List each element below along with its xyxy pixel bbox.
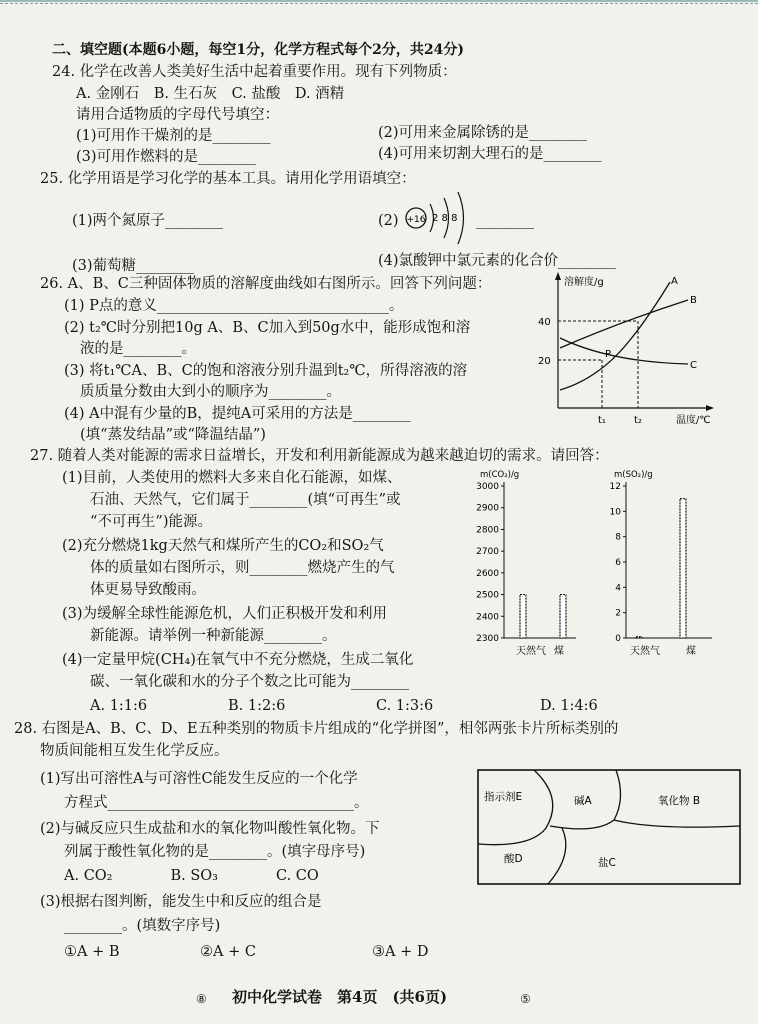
co2-bar-0 (520, 595, 526, 638)
q25-part2-label: (2) (378, 213, 399, 229)
q26-part2-line1: (2) t₂℃时分别把10g A、B、C加入到50g水中，能形成饱和溶 (64, 320, 471, 336)
q27-option-c: C. 1:3:6 (376, 698, 434, 714)
footer-mark-left: ⑧ (196, 992, 207, 1006)
co2-category-gas: 天然气 (516, 646, 546, 657)
curve-b-label: B (690, 295, 697, 306)
so2-category-coal: 煤 (686, 646, 696, 657)
so2-tick-label: 6 (615, 558, 621, 568)
q28-part2-line1: (2)与碱反应只生成盐和水的氧化物叫酸性氧化物。下 (40, 821, 380, 837)
so2-tick-label: 8 (615, 532, 621, 543)
curve-a (560, 282, 670, 390)
q25-part3: (3)葡萄糖________ (72, 258, 195, 274)
sulfur-atom-structure-diagram (402, 188, 474, 250)
section-title: 二、填空题(本题6小题，每空1分，化学方程式每个2分，共24分) (52, 42, 464, 58)
q28-part3-line1: (3)根据右图判断，能发生中和反应的组合是 (40, 894, 322, 910)
q27-part2-line1: (2)充分燃烧1kg天然气和煤所产生的CO₂和SO₂气 (62, 538, 384, 554)
q28-part1-line2: 方程式__________________________________。 (64, 795, 369, 811)
chemistry-puzzle-diagram (476, 768, 744, 888)
curve-c-label: C (690, 360, 697, 371)
y-tick-40: 40 (538, 317, 551, 328)
q28-part3-option1: ①A + B (64, 944, 120, 960)
so2-bar-0 (636, 637, 642, 638)
q27-part4-line2: 碳、一氧化碳和水的分子个数之比可能为________ (90, 674, 409, 690)
x-tick-t2: t₂ (634, 415, 642, 426)
q27-option-b: B. 1:2:6 (228, 698, 286, 714)
co2-bar-1 (560, 595, 566, 638)
co2-bars (520, 595, 566, 638)
co2-y-label: m(CO₂)/g (480, 470, 520, 480)
so2-y-label: m(SO₂)/g (614, 470, 653, 480)
q24-part2: (2)可用来金属除锈的是________ (378, 125, 588, 141)
nucleus-charge: +16 (406, 215, 426, 225)
puzzle-edge-b (614, 820, 740, 827)
q28-part3-option2: ②A + C (200, 944, 256, 960)
q26-part1: (1) P点的意义________________________________。 (64, 298, 404, 314)
q27-option-d: D. 1:4:6 (540, 698, 598, 714)
q26-stem: 26. A、B、C三种固体物质的溶解度曲线如右图所示。回答下列问题： (40, 276, 492, 292)
q24-stem: 24. 化学在改善人类美好生活中起着重要作用。现有下列物质： (52, 64, 457, 80)
co2-tick-label: 2400 (476, 612, 499, 623)
y-axis-arrow (555, 272, 561, 280)
q27-stem: 27. 随着人类对能源的需求日益增长，开发和利用新能源成为越来越迫切的需求。请回答： (30, 448, 609, 464)
so2-tick-label: 2 (615, 608, 621, 619)
q26-part3-line2: 质质量分数由大到小的顺序为________。 (80, 384, 341, 400)
q26-part3-line1: (3) 将t₁℃A、B、C的饱和溶液分别升温到t₂℃，所得溶液的溶 (64, 363, 468, 379)
so2-tick-label: 0 (615, 634, 621, 644)
q27-part1-line1: (1)目前，人类使用的燃料大多来自化石能源，如煤、 (62, 470, 402, 486)
q28-stem-line2: 物质间能相互发生化学反应。 (40, 743, 229, 759)
q27-part2-line2: 体的质量如右图所示，则________燃烧产生的气 (90, 560, 395, 576)
so2-bar-1 (680, 499, 686, 638)
q28-stem-line1: 28. 右图是A、B、C、D、E五种类别的物质卡片组成的“化学拼图”，相邻两张卡片所标类别的 (14, 721, 619, 737)
so2-tick-label: 10 (609, 507, 621, 518)
q27-part1-line2: 石油、天然气，它们属于________(填“可再生”或 (90, 492, 401, 508)
footer-page-text: 初中化学试卷 第4页 (共6页) (232, 988, 448, 1006)
card-e-indicator: 指示剂E (484, 791, 523, 803)
card-b-oxide: 氧化物 B (658, 795, 701, 807)
puzzle-edge-d (548, 828, 566, 884)
co2-tick-label: 2700 (476, 547, 499, 558)
q24-part3: (3)可用作燃料的是________ (76, 149, 257, 165)
q25-stem: 25. 化学用语是学习化学的基本工具。请用化学用语填空： (40, 171, 416, 187)
q26-part4-line1: (4) A中混有少量的B，提纯A可采用的方法是________ (64, 406, 411, 422)
q28-part2-line2: 列属于酸性氧化物的是________。(填字母序号) (64, 844, 366, 860)
card-c-salt: 盐C (598, 857, 616, 869)
so2-y-ticks (610, 482, 626, 644)
co2-tick-label: 2600 (476, 568, 499, 579)
q28-part1-line1: (1)写出可溶性A与可溶性C能发生反应的一个化学 (40, 771, 358, 787)
q27-part4-line1: (4)一定量甲烷(CH₄)在氧气中不充分燃烧，生成二氧化 (62, 652, 414, 668)
q24-options: A. 金刚石 B. 生石灰 C. 盐酸 D. 酒精 (76, 86, 345, 102)
q28-part3-line2: ________。(填数字序号) (64, 918, 221, 934)
q28-part3-option3: ③A + D (372, 944, 429, 960)
q27-option-a: A. 1:1:6 (90, 698, 148, 714)
y-axis-label: 溶解度/g (564, 277, 604, 288)
co2-tick-label: 2500 (476, 590, 499, 601)
footer-mark-right: ⑤ (520, 992, 531, 1006)
q27-part1-line3: “不可再生”)能源。 (90, 514, 212, 530)
so2-tick-label: 12 (609, 482, 621, 492)
curve-a-label: A (671, 276, 678, 287)
so2-bars (636, 499, 686, 638)
co2-tick-label: 2300 (476, 634, 499, 644)
q28-part2-options: A. CO₂ B. SO₃ C. CO (64, 868, 319, 884)
so2-tick-label: 4 (615, 583, 621, 594)
card-a-base: 碱A (574, 795, 592, 807)
q27-part3-line1: (3)为缓解全球性能源危机，人们正积极开发和利用 (62, 606, 388, 622)
puzzle-edge-e (478, 770, 553, 845)
co2-tick-label: 2900 (476, 503, 499, 514)
q25-part2-blank: ________ (476, 213, 534, 229)
top-border (0, 0, 758, 2)
q27-part3-line2: 新能源。请举例一种新能源________。 (90, 628, 337, 644)
point-p-label: P (605, 349, 612, 360)
card-d-acid: 酸D (504, 853, 523, 865)
electron-shell-counts: 2 8 8 (432, 213, 458, 224)
x-tick-t1: t₁ (598, 415, 606, 426)
shell-arc-3 (458, 192, 464, 244)
co2-tick-label: 2800 (476, 525, 499, 536)
q26-part2-line2: 液的是________。 (80, 341, 196, 357)
so2-category-gas: 天然气 (630, 646, 660, 657)
co2-tick-label: 3000 (476, 482, 499, 492)
q25-part4: (4)氯酸钾中氯元素的化合价________ (378, 253, 617, 269)
y-tick-20: 20 (538, 356, 551, 367)
top-dashed-edge (0, 3, 758, 5)
q24-part4: (4)可用来切割大理石的是________ (378, 146, 602, 162)
co2-category-coal: 煤 (554, 646, 564, 657)
solubility-curve-chart (530, 270, 720, 435)
q24-instruction: 请用合适物质的字母代号填空： (76, 107, 279, 123)
so2-mass-bar-chart (596, 466, 716, 662)
curve-b (560, 300, 688, 348)
x-axis-label: 温度/℃ (676, 415, 711, 426)
co2-y-ticks (476, 482, 504, 644)
q25-part1: (1)两个氮原子________ (72, 213, 224, 229)
q24-part1: (1)可用作干燥剂的是________ (76, 128, 271, 144)
co2-mass-bar-chart (440, 466, 580, 662)
q27-part2-line3: 体更易导致酸雨。 (90, 582, 206, 598)
x-axis-arrow (706, 405, 714, 411)
q26-part4-line2: (填“蒸发结晶”或“降温结晶”) (80, 427, 266, 443)
